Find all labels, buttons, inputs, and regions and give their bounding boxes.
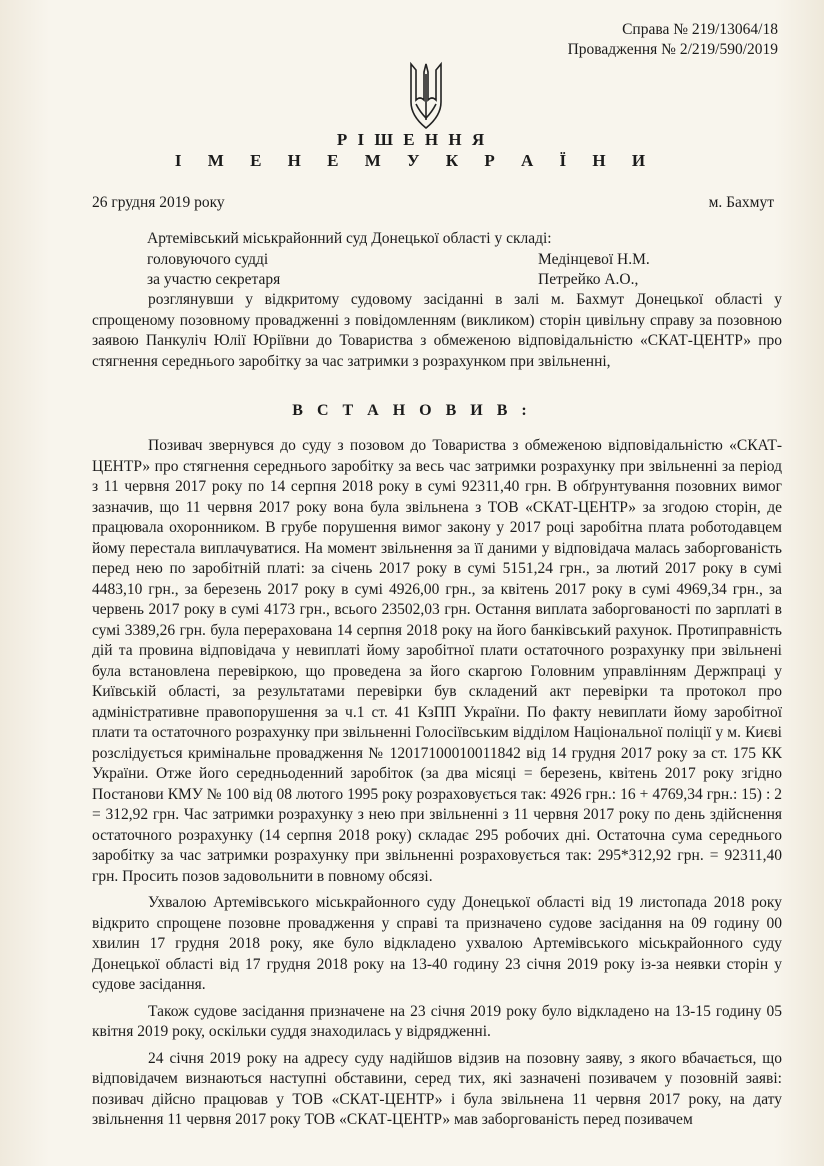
- judge-name: Медінцевої Н.М.: [538, 251, 650, 268]
- court-name: Артемівський міськрайонний суд Донецької області у складі:: [147, 230, 552, 247]
- section-heading: В С Т А Н О В И В :: [292, 402, 532, 419]
- document-title: Р І Ш Е Н Н Я: [336, 130, 488, 149]
- paragraph: 24 січня 2019 року на адресу суду надійшов відзив на позовну заяву, з якого вбачається, що відповідачем визнаються наступні обставини, серед тих, які зазначені позивачем у позовній заяві: позивач дійсно працював у ТОВ «СКАТ-ЦЕНТР» і була звільнена 11 червня 2017 року, на дату звільнення 11 червня 2017 року ТОВ «СКАТ-ЦЕНТР» мав заборгованість перед позивачем: [92, 1049, 782, 1128]
- case-reference: [568, 20, 778, 60]
- judge-role: головуючого судді: [147, 251, 269, 268]
- body-text: [92, 436, 782, 1131]
- case-number: Справа № 219/13064/18: [622, 21, 778, 38]
- document-subtitle: І М Е Н Е М У К Р А Ї Н И: [174, 151, 650, 170]
- secretary-role: за участю секретаря: [147, 271, 281, 288]
- proceeding-number: Провадження № 2/219/590/2019: [567, 41, 778, 58]
- paragraph: Ухвалою Артемівського міськрайонного суду Донецької області від 19 листопада 2018 року відкрито спрощене позовне провадження у справі та призначено судове засідання на 09 годину 00 хвилин 17 грудня 2018 року, яке було відкладено ухвалою Артемівського міськрайонного суду Донецької області від 17 грудня 2018 року на 13-40 годину 23 січня 2019 року із-за неявки сторін у судове засідання.: [92, 894, 782, 993]
- paragraph: Позивач звернувся до суду з позовом до Товариства з обмеженою відповідальністю «СКАТ-ЦЕНТР» про стягнення середнього заробітку за весь час затримки розрахунку при звільненні за період з 11 червня 2017 року по 14 серпня 2018 року в сумі 92311,40 грн. В обґрунтування позовних вимог зазначив, що 11 червня 2017 року вона була звільнена з ТОВ «СКАТ-ЦЕНТР» за згодою сторін, де працювала охоронником. В грубе порушення вимог закону у 2017 році заробітна плата роботодавцем йому перестала виплачуватися. На момент звільнення за її даними у відповідача малась заборгованість перед нею по заробітній платі: за січень 2017 року в сумі 5151,24 грн., за лютий 2017 року в сумі 4483,10 грн., за березень 2017 року в сумі 4926,00 грн., за квітень 2017 року в сумі 4969,34 грн., за червень 2017 року в сумі 4173 грн., всього 23502,03 грн. Остання виплата заборгованості по зарплаті в сумі 3389,26 грн. була перерахована 14 серпня 2018 року на його банківський рахунок. Протиправність дій та провина відповідача у невиплаті йому заробітної плати остаточного розрахунку при звільнені була встановлена перевіркою, що проведена за його скаргою Головним управлінням Держпраці у Київській області, за результатами перевірки був складений акт перевірки та протокол про адміністративне правопорушення за ч.1 ст. 41 КзПП України. По факту невиплати йому заробітної плати та остаточного розрахунку при звільненні Голосіївським відділом Національної поліції у м. Києві розслідується кримінальне провадження № 12017100010011842 від 14 грудня 2017 року за ст. 175 КК України. Отже його середньоденний заробіток (за два місяці = березень, квітень 2017 року згідно Постанови КМУ № 100 від 08 лютого 1995 року розраховується так: 4926 грн.: 16 + 4769,34 грн.: 15) : 2 = 312,92 грн. Час затримки розрахунку з нею при звільненні з 11 червня 2017 року по день здійснення остаточного розрахунку (14 серпня 2018 року) складає 295 робочих дні. Остаточна сума середнього заробітку за час затримки розрахунку при звільненні розраховується так: 295*312,92 грн. = 92311,40 грн. Просить позов задовольнити в повному обсязі.: [92, 437, 782, 885]
- trident-emblem-icon: [408, 60, 444, 132]
- secretary-name: Петрейко А.О.,: [538, 271, 639, 288]
- intro-paragraph: розглянувши у відкритому судовому засіданні в залі м. Бахмут Донецької області у спрощеному позовному провадженні з повідомленням (викликом) сторін цивільну справу за позовною заявою Панкуліч Юлії Юріївни до Товариства з обмеженою відповідальністю «СКАТ-ЦЕНТР» про стягнення середнього заробітку за час затримки з розрахунком при звільненні,: [92, 291, 782, 370]
- paragraph: Також судове засідання призначене на 23 січня 2019 року було відкладено на 13-15 годину 05 квітня 2019 року, оскільки суддя знаходилась у відрядженні.: [92, 1002, 782, 1040]
- decision-date: 26 грудня 2019 року: [92, 194, 225, 211]
- decision-city: м. Бахмут: [708, 194, 774, 211]
